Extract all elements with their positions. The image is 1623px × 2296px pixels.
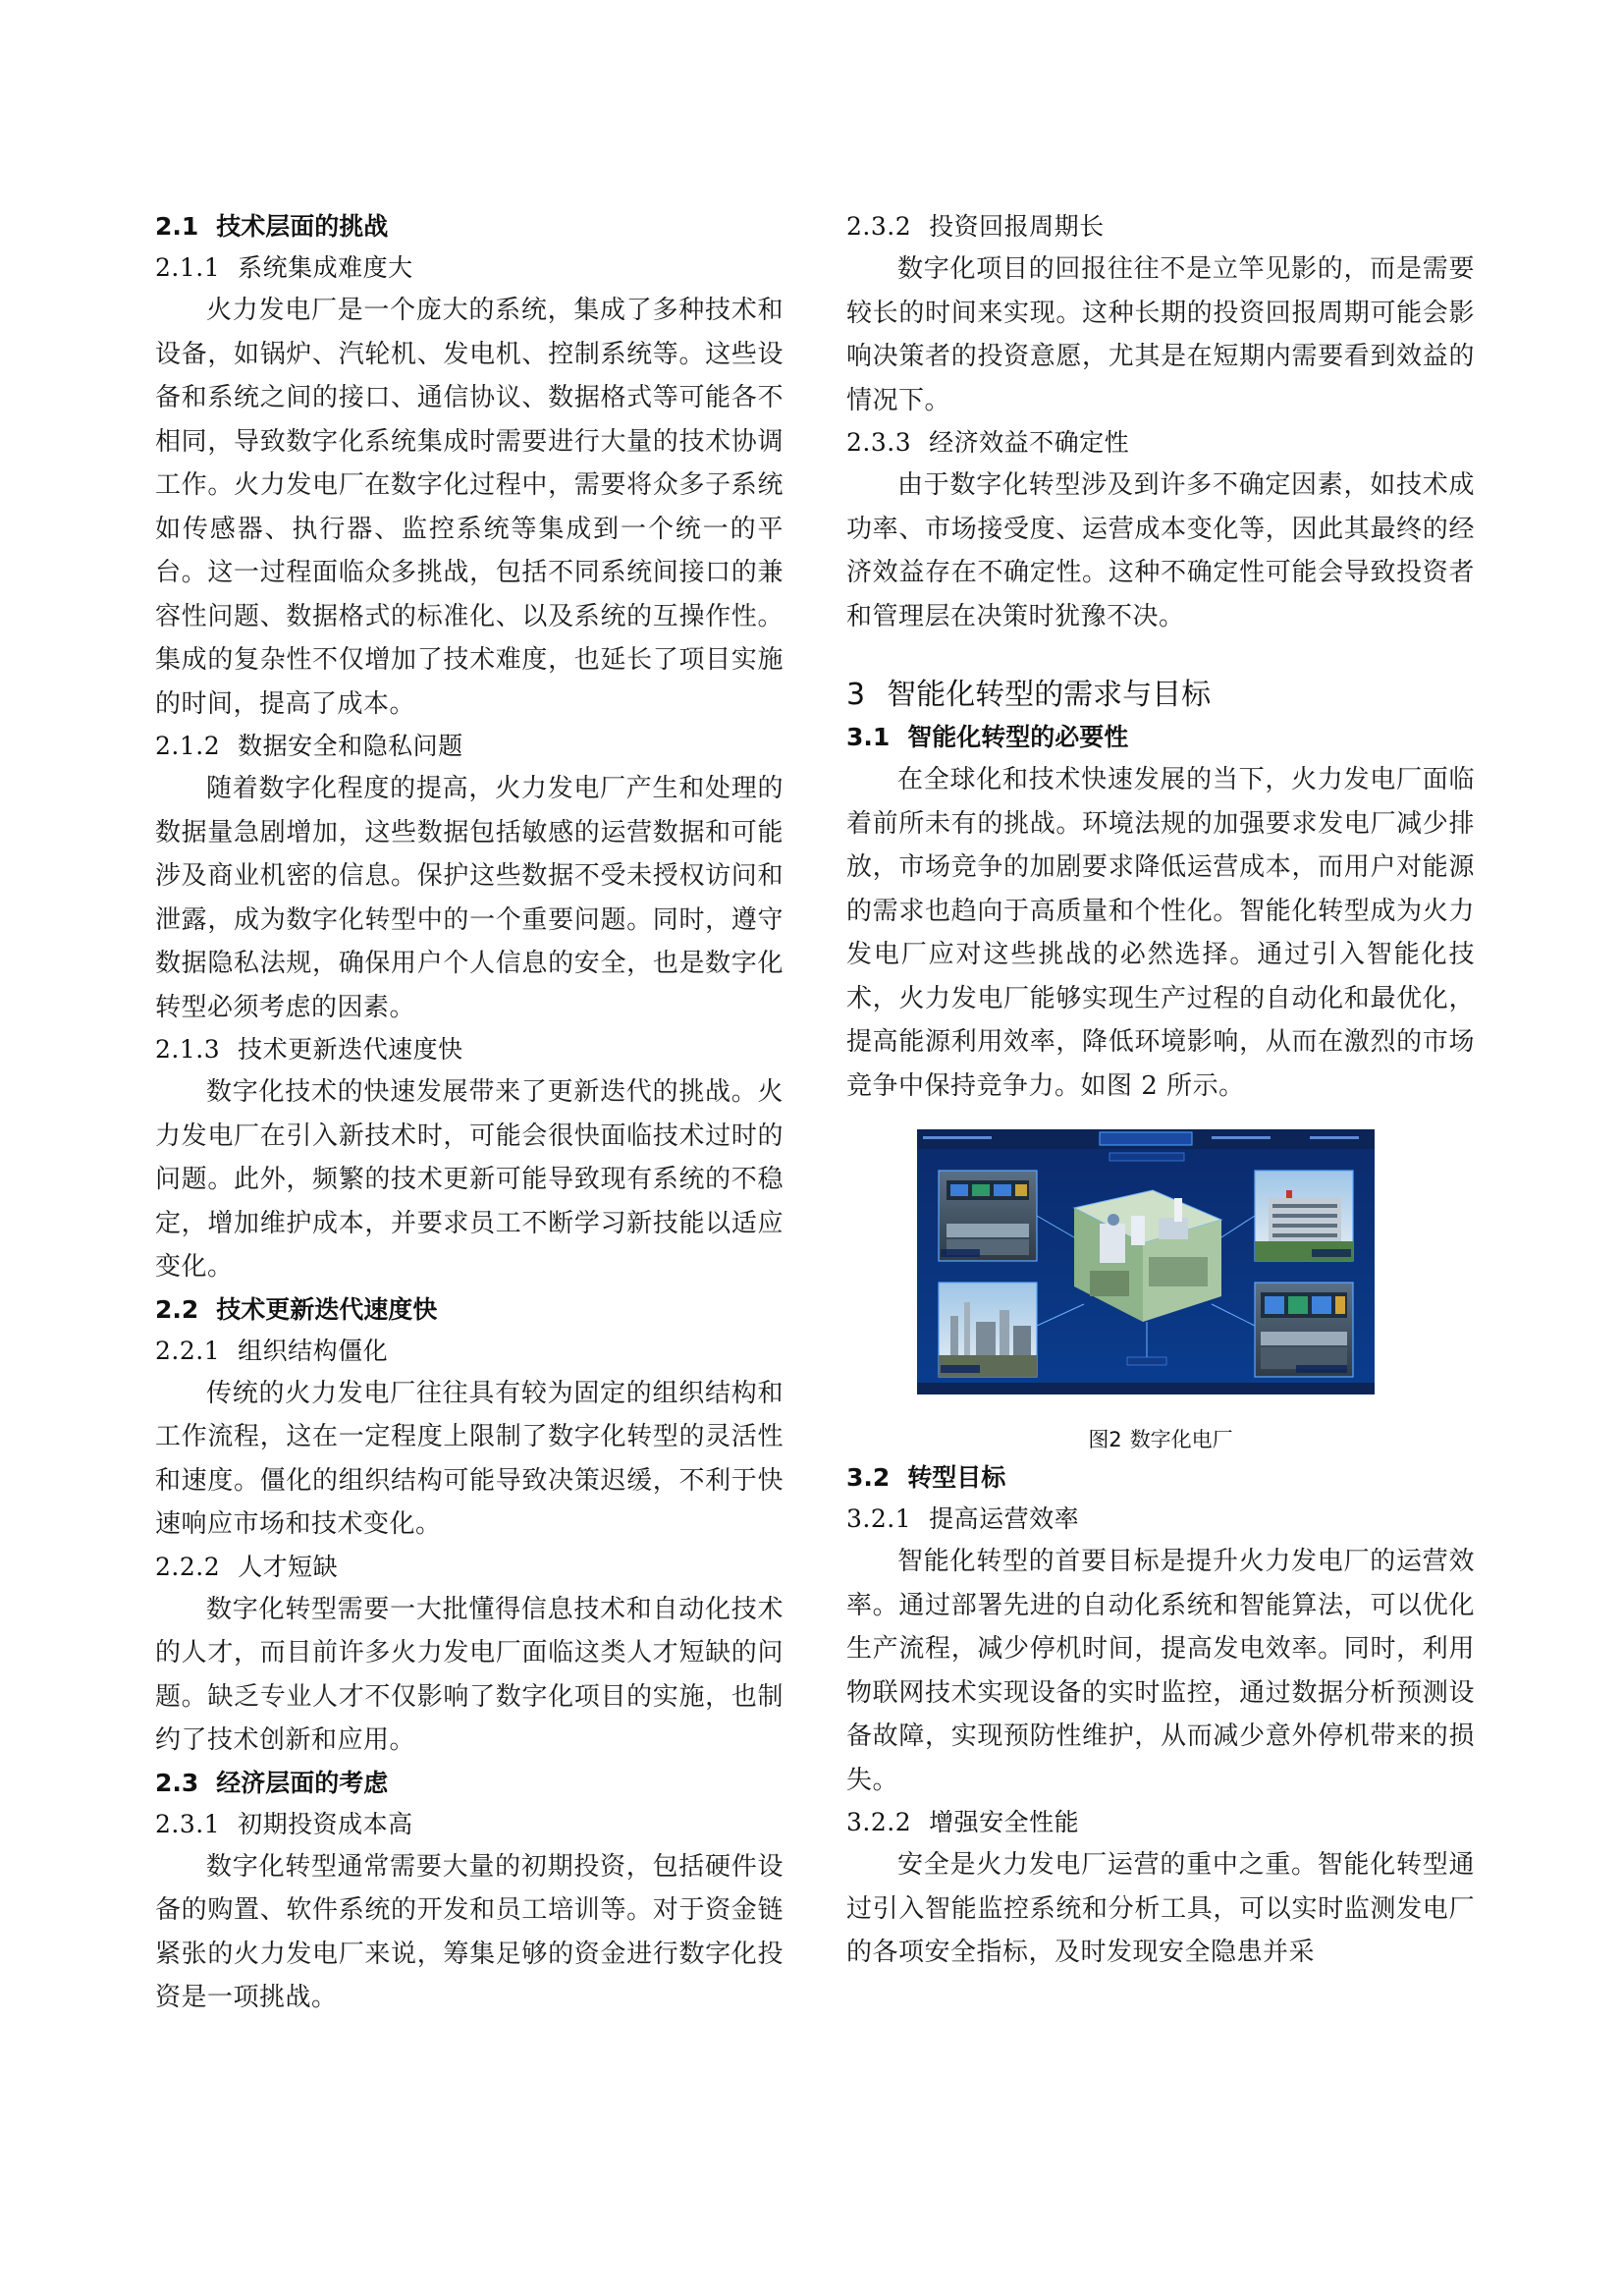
right-column bbox=[846, 206, 1475, 1975]
section-heading-2-3: 2.3 经济层面的考虑 bbox=[155, 1768, 389, 1797]
paragraph-2-2-1: 传统的火力发电厂往往具有较为固定的组织结构和工作流程，这在一定程度上限制了数字化转型的灵活性和速度。僵化的组织结构可能导致决策迟缓，不利于快速响应市场和技术变化。 bbox=[155, 1378, 784, 1539]
paragraph-2-1-3: 数字化技术的快速发展带来了更新迭代的挑战。火力发电厂在引入新技术时，可能会很快面临技术过时的问题。此外，频繁的技术更新可能导致现有系统的不稳定，增加维护成本，并要求员工不断学习新技能以适应变化。 bbox=[155, 1077, 784, 1282]
paragraph-2-1-1: 火力发电厂是一个庞大的系统，集成了多种技术和设备，如锅炉、汽轮机、发电机、控制系统等。这些设备和系统之间的接口、通信协议、数据格式等可能各不相同，导致数字化系统集成时需要进行大量的技术协调工作。火力发电厂在数字化过程中，需要将众多子系统如传感器、执行器、监控系统等集成到一个统一的平台。这一过程面临众多挑战，包括不同系统间接口的兼容性问题、数据格式的标准化、以及系统的互操作性。集成的复杂性不仅增加了技术难度，也延长了项目实施的时间，提高了成本。 bbox=[155, 296, 784, 719]
section-heading-2-1-2: 2.1.2 数据安全和隐私问题 bbox=[155, 732, 463, 760]
section-heading-3-2-1: 3.2.1 提高运营效率 bbox=[846, 1504, 1080, 1533]
figure-2-image bbox=[917, 1129, 1375, 1394]
section-heading-2-3-3: 2.3.3 经济效益不确定性 bbox=[846, 428, 1130, 457]
section-heading-3-1: 3.1 智能化转型的必要性 bbox=[846, 723, 1129, 751]
paragraph-3-2-1: 智能化转型的首要目标是提升火力发电厂的运营效率。通过部署先进的自动化系统和智能算法，可以优化生产流程，减少停机时间，提高发电效率。同时，利用物联网技术实现设备的实时监控，通过数据分析预测设备故障，实现预防性维护，从而减少意外停机带来的损失。 bbox=[846, 1547, 1475, 1795]
section-heading-3-2: 3.2 转型目标 bbox=[846, 1463, 1006, 1492]
section-heading-2-1-1: 2.1.1 系统集成难度大 bbox=[155, 253, 413, 282]
paragraph-2-1-2: 随着数字化程度的提高，火力发电厂产生和处理的数据量急剧增加，这些数据包括敏感的运营数据和可能涉及商业机密的信息。保护这些数据不受未授权访问和泄露，成为数字化转型中的一个重要问题。同时，遵守数据隐私法规，确保用户个人信息的安全，也是数字化转型必须考虑的因素。 bbox=[155, 774, 784, 1022]
section-heading-2-2: 2.2 技术更新迭代速度快 bbox=[155, 1294, 438, 1324]
paragraph-3-2-2: 安全是火力发电厂运营的重中之重。智能化转型通过引入智能监控系统和分析工具，可以实时监测发电厂的各项安全指标，及时发现安全隐患并采 bbox=[846, 1850, 1475, 1967]
paragraph-2-3-1: 数字化转型通常需要大量的初期投资，包括硬件设备的购置、软件系统的开发和员工培训等。对于资金链紧张的火力发电厂来说，筹集足够的资金进行数字化投资是一项挑战。 bbox=[155, 1851, 784, 2012]
digital-power-plant-illustration bbox=[917, 1129, 1375, 1394]
figure-2-caption: 图2 数字化电厂 bbox=[1088, 1428, 1233, 1451]
section-heading-2-3-1: 2.3.1 初期投资成本高 bbox=[155, 1809, 413, 1838]
section-heading-2-1-3: 2.1.3 技术更新迭代速度快 bbox=[155, 1035, 463, 1064]
paragraph-2-2-2: 数字化转型需要一大批懂得信息技术和自动化技术的人才，而目前许多火力发电厂面临这类人才短缺的问题。缺乏专业人才不仅影响了数字化项目的实施，也制约了技术创新和应用。 bbox=[155, 1594, 784, 1755]
paragraph-2-3-2: 数字化项目的回报往往不是立竿见影的，而是需要较长的时间来实现。这种长期的投资回报周期可能会影响决策者的投资意愿，尤其是在短期内需要看到效益的情况下。 bbox=[846, 254, 1475, 415]
section-heading-2-3-2: 2.3.2 投资回报周期长 bbox=[846, 212, 1105, 241]
section-heading-2-2-1: 2.2.1 组织结构僵化 bbox=[155, 1336, 389, 1365]
section-heading-3: 3 智能化转型的需求与目标 bbox=[846, 678, 1212, 712]
section-heading-2-2-2: 2.2.2 人才短缺 bbox=[155, 1552, 339, 1581]
left-column bbox=[155, 206, 784, 2020]
section-heading-2-1: 2.1 技术层面的挑战 bbox=[155, 212, 389, 241]
paragraph-3-1: 在全球化和技术快速发展的当下，火力发电厂面临着前所未有的挑战。环境法规的加强要求发电厂减少排放，市场竞争的加剧要求降低运营成本，而用户对能源的需求也趋向于高质量和个性化。智能化转型成为火力发电厂应对这些挑战的必然选择。通过引入智能化技术，火力发电厂能够实现生产过程的自动化和最优化，提高能源利用效率，降低环境影响，从而在激烈的市场竞争中保持竞争力。如图 2 所示。 bbox=[846, 765, 1475, 1101]
section-heading-3-2-2: 3.2.2 增强安全性能 bbox=[846, 1808, 1080, 1836]
paragraph-2-3-3: 由于数字化转型涉及到许多不确定因素，如技术成功率、市场接受度、运营成本变化等，因此其最终的经济效益存在不确定性。这种不确定性可能会导致投资者和管理层在决策时犹豫不决。 bbox=[846, 470, 1475, 631]
